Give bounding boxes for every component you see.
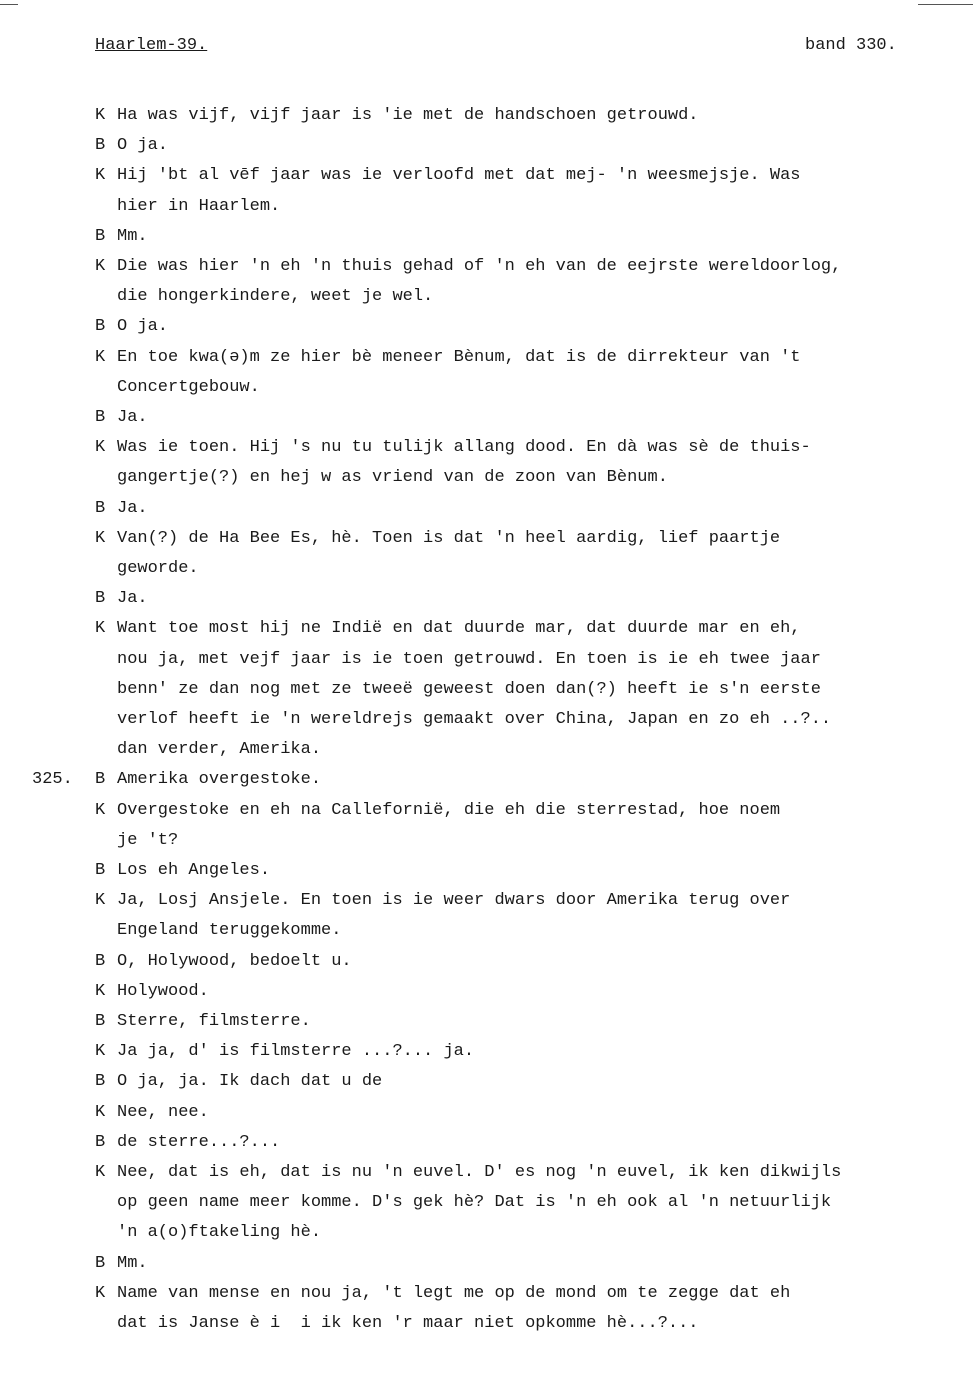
utterance-text: op geen name meer komme. D's gek hè? Dat is 'n eh ook al 'n netuurlijk: [117, 1193, 832, 1212]
transcript-line: [0, 1254, 973, 1280]
speaker-label: B: [95, 770, 106, 789]
transcript-line: [0, 1103, 973, 1129]
transcript-line: [0, 408, 973, 434]
speaker-label: B: [95, 1072, 106, 1091]
speaker-label: K: [95, 801, 106, 820]
speaker-label: B: [95, 589, 106, 608]
transcript-line: [0, 227, 973, 253]
transcript-line: [0, 831, 973, 857]
transcript-line: [0, 1314, 973, 1340]
transcript-line: [0, 468, 973, 494]
speaker-label: K: [95, 257, 106, 276]
utterance-text: Holywood.: [117, 982, 209, 1001]
transcript-line: [0, 499, 973, 525]
transcript-line: [0, 770, 973, 796]
utterance-text: O ja.: [117, 136, 169, 155]
utterance-text: Name van mense en nou ja, 't legt me op de mond om te zegge dat eh: [117, 1284, 791, 1303]
transcript-line: [0, 317, 973, 343]
transcript-line: [0, 1133, 973, 1159]
transcript-line: [0, 348, 973, 374]
speaker-label: B: [95, 317, 106, 336]
utterance-text: Nee, nee.: [117, 1103, 209, 1122]
utterance-text: Nee, dat is eh, dat is nu 'n euvel. D' es nog 'n euvel, ik ken dikwijls: [117, 1163, 842, 1182]
transcript-line: [0, 589, 973, 615]
speaker-label: K: [95, 982, 106, 1001]
utterance-text: geworde.: [117, 559, 199, 578]
speaker-label: K: [95, 166, 106, 185]
transcript-line: [0, 197, 973, 223]
utterance-text: Ja.: [117, 499, 148, 518]
transcript-line: [0, 1042, 973, 1068]
speaker-label: K: [95, 529, 106, 548]
speaker-label: K: [95, 348, 106, 367]
transcript-line: [0, 378, 973, 404]
utterance-text: hier in Haarlem.: [117, 197, 281, 216]
scan-edge-mark-right: [918, 4, 973, 5]
transcript-line: [0, 1193, 973, 1219]
transcript-line: [0, 680, 973, 706]
transcript-line: [0, 921, 973, 947]
transcript-line: [0, 650, 973, 676]
utterance-text: Sterre, filmsterre.: [117, 1012, 311, 1031]
utterance-text: de sterre...?...: [117, 1133, 281, 1152]
utterance-text: O, Holywood, bedoelt u.: [117, 952, 352, 971]
transcript-line: [0, 982, 973, 1008]
utterance-text: En toe kwa(ə)m ze hier bè meneer Bènum, dat is de dirrekteur van 't: [117, 348, 801, 367]
utterance-text: Van(?) de Ha Bee Es, hè. Toen is dat 'n heel aardig, lief paartje: [117, 529, 781, 548]
transcript-line: [0, 287, 973, 313]
utterance-text: O ja, ja. Ik dach dat u de: [117, 1072, 383, 1091]
speaker-label: B: [95, 952, 106, 971]
utterance-text: Engeland teruggekomme.: [117, 921, 342, 940]
transcript-line: [0, 559, 973, 585]
speaker-label: K: [95, 1042, 106, 1061]
utterance-text: Die was hier 'n eh 'n thuis gehad of 'n eh van de eejrste wereldoorlog,: [117, 257, 842, 276]
speaker-label: K: [95, 438, 106, 457]
utterance-text: dat is Janse è i i ik ken 'r maar niet opkomme hè...?...: [117, 1314, 699, 1333]
utterance-text: Hij 'bt al vēf jaar was ie verloofd met dat mej- 'n weesmejsje. Was: [117, 166, 801, 185]
speaker-label: B: [95, 408, 106, 427]
transcript-line: [0, 166, 973, 192]
utterance-text: Mm.: [117, 227, 148, 246]
speaker-label: K: [95, 1163, 106, 1182]
speaker-label: B: [95, 227, 106, 246]
transcript-line: [0, 1163, 973, 1189]
transcript-line: [0, 740, 973, 766]
speaker-label: B: [95, 1012, 106, 1031]
transcript-line: [0, 1072, 973, 1098]
speaker-label: K: [95, 619, 106, 638]
header-title: Haarlem-39.: [95, 36, 208, 55]
utterance-text: verlof heeft ie 'n wereldrejs gemaakt over China, Japan en zo eh ..?..: [117, 710, 832, 729]
transcript-line: [0, 710, 973, 736]
utterance-text: Mm.: [117, 1254, 148, 1273]
utterance-text: Ja.: [117, 589, 148, 608]
transcript-line: [0, 1284, 973, 1310]
transcript-line: [0, 1012, 973, 1038]
transcript-line: [0, 438, 973, 464]
utterance-text: Ha was vijf, vijf jaar is 'ie met de handschoen getrouwd.: [117, 106, 699, 125]
utterance-text: Overgestoke en eh na Calleforniё, die eh die sterrestad, hoe noem: [117, 801, 781, 820]
speaker-label: B: [95, 861, 106, 880]
transcript-line: [0, 106, 973, 132]
utterance-text: Was ie toen. Hij 's nu tu tulijk allang dood. En dà was sè de thuis-: [117, 438, 811, 457]
transcript-line: [0, 891, 973, 917]
margin-counter: 325.: [32, 770, 73, 789]
transcript-line: [0, 1223, 973, 1249]
utterance-text: nou ja, met vejf jaar is ie toen getrouwd. En toen is ie eh twee jaar: [117, 650, 821, 669]
speaker-label: B: [95, 499, 106, 518]
transcript-line: [0, 619, 973, 645]
transcript-line: [0, 136, 973, 162]
speaker-label: K: [95, 1103, 106, 1122]
transcript-line: [0, 529, 973, 555]
utterance-text: Ja.: [117, 408, 148, 427]
utterance-text: Concertgebouw.: [117, 378, 260, 397]
utterance-text: je 't?: [117, 831, 179, 850]
utterance-text: dan verder, Amerika.: [117, 740, 322, 759]
utterance-text: Amerika overgestoke.: [117, 770, 322, 789]
header-band-number: band 330.: [805, 36, 897, 55]
utterance-text: O ja.: [117, 317, 169, 336]
utterance-text: Ja, Losj Ansjele. En toen is ie weer dwars door Amerika terug over: [117, 891, 791, 910]
speaker-label: K: [95, 891, 106, 910]
utterance-text: Want toe most hij ne Indië en dat duurde mar, dat duurde mar en eh,: [117, 619, 801, 638]
scan-edge-mark-left: [0, 4, 18, 5]
utterance-text: Ja ja, d' is filmsterre ...?... ja.: [117, 1042, 475, 1061]
speaker-label: K: [95, 1284, 106, 1303]
utterance-text: benn' ze dan nog met ze tweeë geweest doen dan(?) heeft ie s'n eerste: [117, 680, 821, 699]
transcript-line: [0, 952, 973, 978]
speaker-label: B: [95, 136, 106, 155]
utterance-text: gangertje(?) en hej w as vriend van de zoon van Bènum.: [117, 468, 668, 487]
transcript-line: [0, 801, 973, 827]
utterance-text: 'n a(o)ftakeling hè.: [117, 1223, 322, 1242]
speaker-label: B: [95, 1254, 106, 1273]
utterance-text: Los eh Angeles.: [117, 861, 271, 880]
transcript-line: [0, 257, 973, 283]
transcript-line: [0, 861, 973, 887]
utterance-text: die hongerkindere, weet je wel.: [117, 287, 434, 306]
speaker-label: K: [95, 106, 106, 125]
speaker-label: B: [95, 1133, 106, 1152]
